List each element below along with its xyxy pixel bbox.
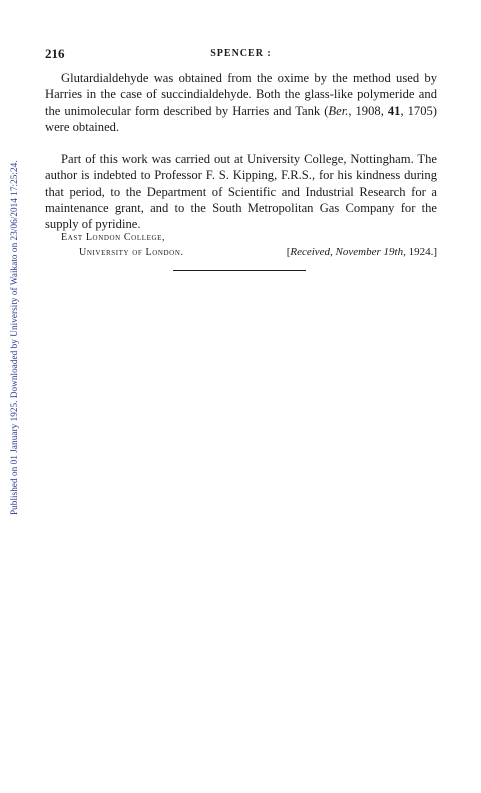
- page-number: 216: [45, 46, 65, 61]
- affiliation-line-2-row: [61, 245, 437, 260]
- reference-journal: Ber.: [328, 103, 349, 118]
- received-bracket-open: [: [286, 246, 291, 258]
- download-watermark: [3, 95, 23, 515]
- received-label: Received, November 19th,: [290, 246, 406, 258]
- affiliation-line-1: East London College,: [61, 232, 166, 243]
- reference-volume: 41: [387, 103, 401, 118]
- author-affiliation: [61, 230, 437, 260]
- reference-year: , 1908,: [348, 103, 388, 118]
- paragraph-text-a: Glutardialdehyde was obtained from the oxime by the method used by Harries in the case of succindialdehyde. Both the glass-like polymeride and the unimolecular form described by Harries and Tank (: [45, 71, 437, 118]
- paragraph-text-b: , 1705) were obtained.: [45, 103, 437, 134]
- paragraph-acknowledgements: Part of this work was carried out at University College, Nottingham. The author is indebted to Professor F. S. Kipping, F.R.S., for his kindness during that period, to the Department of Scientific and Industrial Research for a maintenance grant, and to the South Metropolitan Gas Company for the supply of pyridine.: [45, 152, 437, 232]
- received-date: [287, 245, 437, 260]
- article-body: [45, 70, 437, 233]
- end-rule: [173, 270, 306, 271]
- affiliation-line-2: University of London.: [79, 247, 184, 258]
- received-year: 1924.]: [405, 246, 437, 258]
- paragraph-glutardialdehyde: [45, 70, 437, 135]
- running-head: SPENCER :: [210, 48, 272, 59]
- download-watermark-text: Published on 01 January 1925. Downloaded by University of Waikato on 23/06/2014 17:25:24.: [9, 160, 19, 515]
- page-header: [45, 46, 437, 62]
